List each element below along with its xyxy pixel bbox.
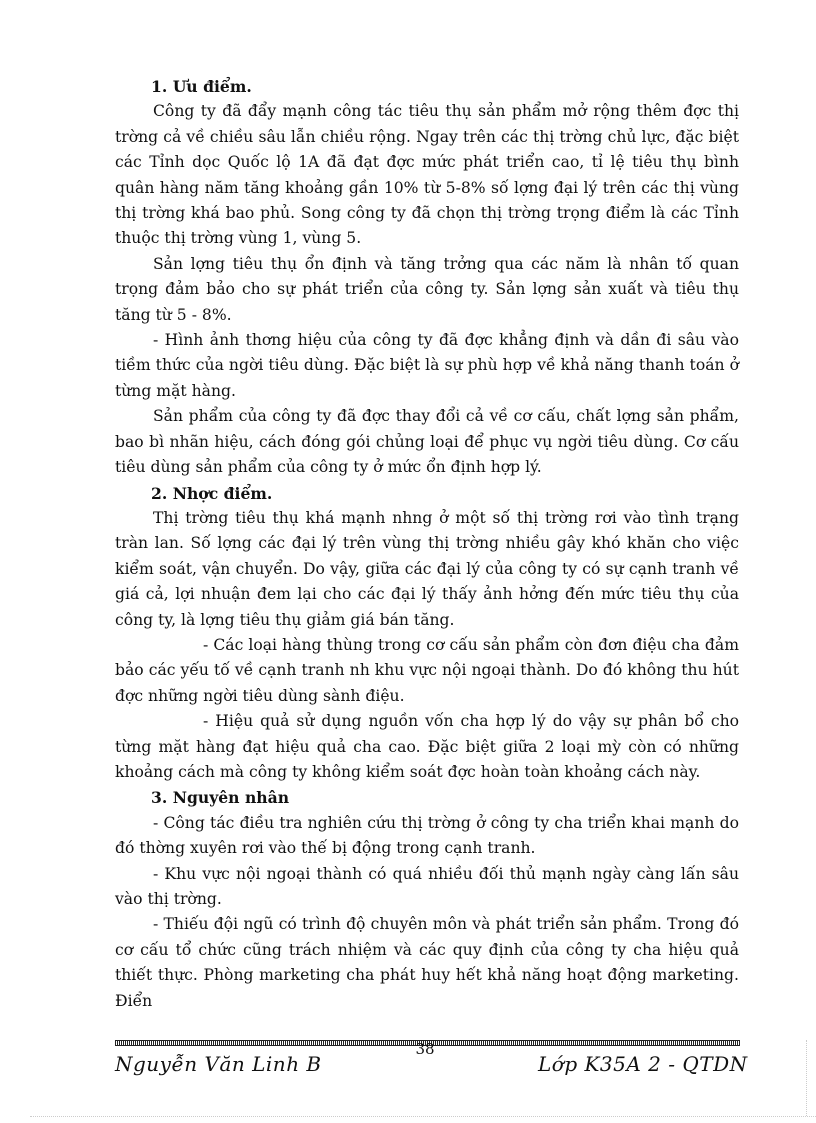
paragraph: Sản lợng tiêu thụ ổn định và tăng trởng qua các năm là nhân tố quan trọng đảm bảo cho sự phát triển của công ty. Sản lợng sản xuất và tiêu thụ tăng từ 5 - 8%. (115, 254, 739, 324)
paragraph: - Thiếu đội ngũ có trình độ chuyên môn và phát triển sản phẩm. Trong đó cơ cấu tổ chức cũng trách nhiệm và các quy định của công ty cha hiệu quả thiết thực. Phòng marketing cha phát huy hết khả năng hoạt động marketing. Điển (115, 915, 739, 1010)
section-heading-causes: 3. Nguyên nhân (151, 788, 290, 808)
paragraph: Sản phẩm của công ty đã đợc thay đổi cả về cơ cấu, chất lợng sản phẩm, bao bì nhãn hiệu, cách đóng gói chủng loại để phục vụ ngời tiêu dùng. Cơ cấu tiêu dùng sản phẩm của công ty ở mức ổn định hợp lý. (115, 407, 739, 477)
footer-author: Nguyễn Văn Linh B (115, 1052, 322, 1076)
footer-class: Lớp K35A 2 - QTDN (538, 1052, 748, 1076)
document-body (115, 74, 739, 1014)
section-heading-advantages: 1. Ưu điểm. (151, 77, 252, 96)
paragraph: - Hiệu quả sử dụng nguồn vốn cha hợp lý do vậy sự phân bổ cho từng mặt hàng đạt hiệu quả cha cao. Đặc biệt giữa 2 loại mỳ còn có những khoảng cách mà công ty không kiểm soát đợc hoàn toàn khoảng cách này. (115, 712, 739, 781)
paragraph: Thị trờng tiêu thụ khá mạnh nhng ở một số thị trờng rơi vào tình trạng tràn lan. Số lợng các đại lý trên vùng thị trờng nhiều gây khó khăn cho việc kiểm soát, vận chuyển. Do vậy, giữa các đại lý của công ty có sự cạnh tranh về giá cả, lợi nhuận đem lại cho các đại lý thấy ảnh hởng đến mức tiêu thụ của công ty, là lợng tiêu thụ giảm giá bán tăng. (115, 508, 739, 629)
paragraph: - Công tác điều tra nghiên cứu thị trờng ở công ty cha triển khai mạnh do đó thờng xuyên rơi vào thế bị động trong cạnh tranh. (115, 813, 739, 858)
paragraph: - Khu vực nội ngoại thành có quá nhiều đối thủ mạnh ngày càng lấn sâu vào thị trờng. (115, 864, 739, 908)
paragraph: - Hình ảnh thơng hiệu của công ty đã đợc khẳng định và dần đi sâu vào tiềm thức của ngời tiêu dùng. Đặc biệt là sự phù hợp về khả năng thanh toán ở từng mặt hàng. (115, 331, 739, 400)
page-border-right (806, 1040, 808, 1116)
section-heading-disadvantages: 2. Nhợc điểm. (151, 483, 273, 503)
paragraph: - Các loại hàng thùng trong cơ cấu sản phẩm còn đơn điệu cha đảm bảo các yếu tố về cạnh tranh nh khu vực nội ngoại thành. Do đó không thu hút đợc những ngời tiêu dùng sành điệu. (115, 635, 739, 705)
page-border-bottom (30, 1116, 816, 1118)
paragraph: Công ty đã đẩy mạnh công tác tiêu thụ sản phẩm mở rộng thêm đợc thị trờng cả về chiều sâu lẫn chiều rộng. Ngay trên các thị trờng chủ lực, đặc biệt các Tỉnh dọc Quốc lộ 1A đã đạt đợc mức phát triển cao, tỉ lệ tiêu thụ bình quân hàng năm tăng khoảng gần 10% từ 5-8% số lợng đại lý trên các thị vùng thị trờng khá bao phủ. Song công ty đã chọn thị trờng trọng điểm là các Tỉnh thuộc thị trờng vùng 1, vùng 5. (115, 102, 739, 248)
page-number: 38 (415, 1040, 435, 1058)
